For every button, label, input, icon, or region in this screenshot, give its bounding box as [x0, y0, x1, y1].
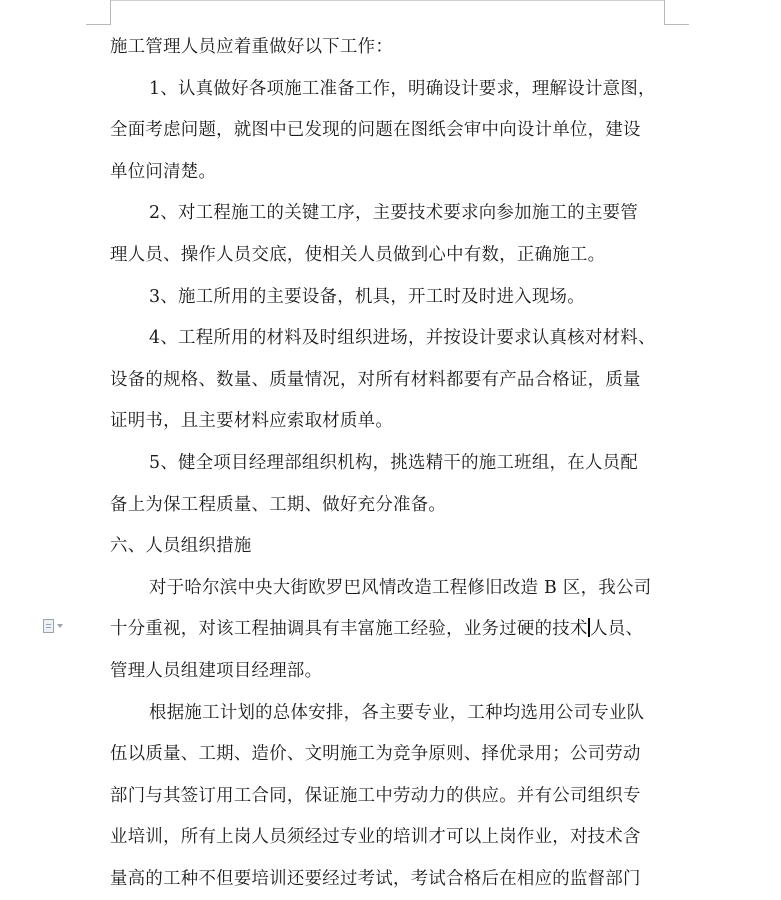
text-line: 1、认真做好各项施工准备工作，明确设计要求，理解设计意图， — [149, 78, 656, 99]
text-line: 业培训，所有上岗人员须经过专业的培训才可以上岗作业，对技术含 — [110, 827, 641, 848]
text-line: 伍以质量、工期、造价、文明施工为竞争原则、择优录用；公司劳动 — [110, 744, 641, 765]
text-line: 部门与其签订用工合同，保证施工中劳动力的供应。并有公司组织专 — [110, 785, 641, 806]
text-line: 根据施工计划的总体安排，各主要专业，工种均选用公司专业队 — [149, 702, 645, 723]
document-body[interactable] — [110, 27, 670, 900]
text-line: 管理人员组建项目经理部。 — [110, 660, 323, 681]
text-line: 理人员、操作人员交底，使相关人员做到心中有数，正确施工。 — [110, 244, 606, 265]
text-line: 2、对工程施工的关键工序，主要技术要求向参加施工的主要管 — [149, 203, 639, 224]
text-before-cursor: 十分重视，对该工程抽调具有丰富施工经验，业务过硬的技术 — [110, 619, 588, 640]
paragraph-handle[interactable] — [43, 617, 71, 635]
page-corner-mark-right — [664, 0, 689, 25]
text-line: 六、人员组织措施 — [110, 536, 252, 557]
text-line: 施工管理人员应着重做好以下工作： — [110, 37, 394, 57]
chevron-down-icon — [57, 624, 63, 628]
text-line: 单位问清楚。 — [110, 161, 217, 182]
text-line: 设备的规格、数量、质量情况，对所有材料都要有产品合格证，质量 — [110, 369, 641, 390]
text-line — [110, 609, 670, 651]
text-line: 3、施工所用的主要设备，机具，开工时及时进入现场。 — [149, 286, 585, 307]
text-line: 对于哈尔滨中央大街欧罗巴风情改造工程修旧改造 B 区，我公司 — [149, 577, 652, 598]
document-icon — [43, 619, 54, 633]
text-line: 5、健全项目经理部组织机构，挑选精干的施工班组，在人员配 — [149, 452, 639, 473]
text-line: 证明书，且主要材料应索取材质单。 — [110, 411, 394, 432]
page-top-rule — [110, 0, 664, 1]
text-after-cursor: 人员、 — [590, 619, 644, 640]
text-line: 备上为保工程质量、工期、做好充分准备。 — [110, 494, 447, 515]
text-line: 全面考虑问题，就图中已发现的问题在图纸会审中向设计单位，建设 — [110, 120, 641, 141]
text-line: 量高的工种不但要培训还要经过考试，考试合格后在相应的监督部门 — [110, 868, 641, 889]
page-corner-mark-left — [86, 0, 111, 25]
text-line: 4、工程所用的材料及时组织进场，并按设计要求认真核对材料、 — [149, 328, 656, 349]
